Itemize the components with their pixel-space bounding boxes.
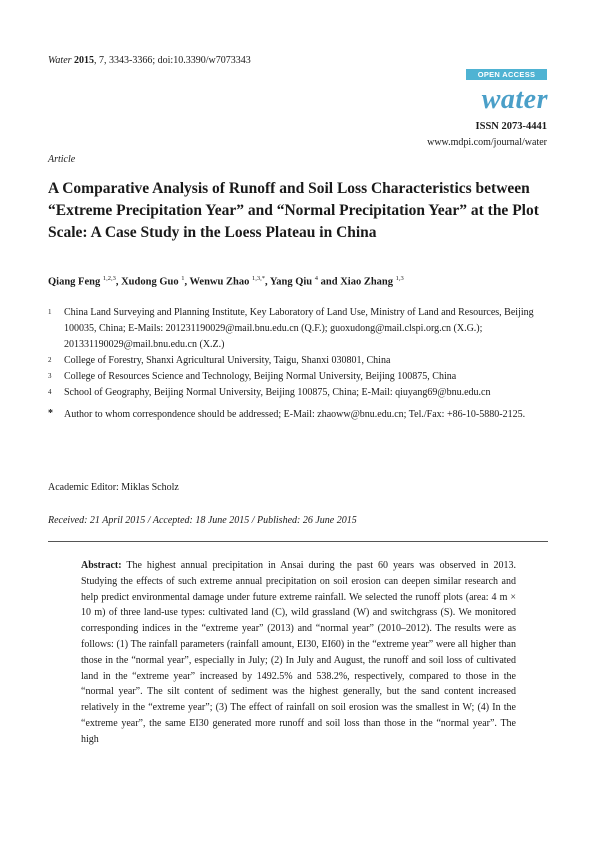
author-list bbox=[48, 275, 404, 288]
publication-dates: Received: 21 April 2015 / Accepted: 18 June 2015 / Published: 26 June 2015 bbox=[48, 515, 357, 526]
issn: ISSN 2073-4441 bbox=[475, 121, 547, 132]
affiliation-number: 1 bbox=[48, 308, 52, 316]
citation-details: , 7, 3343-3366; doi:10.3390/w7073343 bbox=[94, 55, 251, 66]
author-separator: and bbox=[318, 276, 341, 288]
author-name: Qiang Feng bbox=[48, 276, 101, 288]
affiliation-number: 4 bbox=[48, 388, 52, 396]
affiliation-text: College of Forestry, Shanxi Agricultural University, Taigu, Shanxi 030801, China bbox=[64, 355, 391, 366]
affiliation-item bbox=[48, 385, 548, 401]
journal-name: Water bbox=[48, 55, 72, 66]
author-name: Yang Qiu bbox=[269, 276, 313, 288]
correspondence-note bbox=[48, 407, 548, 423]
author-name: Xiao Zhang bbox=[340, 276, 394, 288]
journal-url-link[interactable]: www.mdpi.com/journal/water bbox=[427, 137, 547, 148]
author-separator: , bbox=[115, 276, 122, 288]
affiliation-number: 3 bbox=[48, 372, 52, 380]
affiliation-item bbox=[48, 305, 548, 353]
section-divider bbox=[48, 541, 548, 542]
correspondence-text: Author to whom correspondence should be addressed; E-Mail: zhaoww@bnu.edu.cn; Tel./Fax: +86-10-5880-2125. bbox=[64, 409, 526, 420]
corresponding-author-mark: * bbox=[261, 275, 265, 282]
abstract-text: The highest annual precipitation in Ansai during the past 60 years was observed in 2013. Studying the effects of such extreme annual precipitation on soil erosion can deepen similar research and help predict environmental damage under future extreme rainfall. We selected the runoff plots (area: 4 m × 10 m) of three land-use types: cultivated land (C), wild grassland (W) and switchgrass (S). We monitored corresponding indices in the “extreme year” (2013) and “normal year” (2010–2012). The results were as follows: (1) The rainfall parameters (rainfall amount, EI30, EI60) in the “extreme year” were all higher than those in the “normal year”, especially in July; (2) In July and August, the runoff and soil loss of cultivated land in the “extreme year” increased by 1492.5% and 538.2%, respectively, compared to those in the “normal year”. The silt content of sediment was the highest generally, but the sand content increased relatively in the “extreme year”; (3) The effect of rainfall on soil erosion was the smallest in W; (4) In the “extreme year”, the same EI30 generated more runoff and soil loss than those in the “normal year”. The high bbox=[81, 560, 516, 745]
publication-year: 2015 bbox=[74, 55, 95, 66]
journal-logo: water bbox=[481, 84, 548, 115]
academic-editor: Academic Editor: Miklas Scholz bbox=[48, 482, 179, 493]
author-name: Xudong Guo bbox=[121, 276, 179, 288]
correspondence-mark: * bbox=[48, 408, 53, 419]
abstract-label: Abstract: bbox=[81, 560, 122, 571]
author-name: Wenwu Zhao bbox=[189, 276, 250, 288]
author-separator: , bbox=[184, 276, 190, 288]
author-affiliation-sup: 1 bbox=[181, 275, 185, 282]
author-separator: , bbox=[264, 276, 270, 288]
affiliation-text: College of Resources Science and Technology, Beijing Normal University, Beijing 100875, China bbox=[64, 371, 457, 382]
author-affiliation-sup: 1,3, bbox=[251, 275, 262, 282]
author-affiliation-sup: 1,3 bbox=[395, 275, 404, 282]
affiliation-number: 2 bbox=[48, 356, 52, 364]
affiliation-text: China Land Surveying and Planning Institute, Key Laboratory of Land Use, Ministry of Land and Resources, Beijing 100035, China; E-Mails: 201231190029@mail.bnu.edu.cn (Q.F.); guoxudong@mail.clspi.org.cn (X.G.); 201331190029@mail.bnu.edu.cn (X.Z.) bbox=[64, 307, 534, 350]
author-affiliation-sup: 4 bbox=[314, 275, 319, 282]
author-affiliation-sup: 1,2,3 bbox=[102, 275, 116, 282]
affiliation-list bbox=[48, 305, 548, 401]
affiliation-item bbox=[48, 353, 548, 369]
abstract bbox=[81, 558, 516, 748]
open-access-badge: OPEN ACCESS bbox=[466, 69, 547, 80]
article-title: A Comparative Analysis of Runoff and Soil Loss Characteristics between “Extreme Precipitation Year” and “Normal Precipitation Year” at the Plot Scale: A Case Study in the Loess Plateau in China bbox=[48, 180, 539, 241]
affiliation-text: School of Geography, Beijing Normal University, Beijing 100875, China; E-Mail: qiuyang69@bnu.edu.cn bbox=[64, 387, 491, 398]
affiliation-item bbox=[48, 369, 548, 385]
article-type: Article bbox=[48, 154, 76, 165]
citation-line bbox=[48, 55, 251, 66]
